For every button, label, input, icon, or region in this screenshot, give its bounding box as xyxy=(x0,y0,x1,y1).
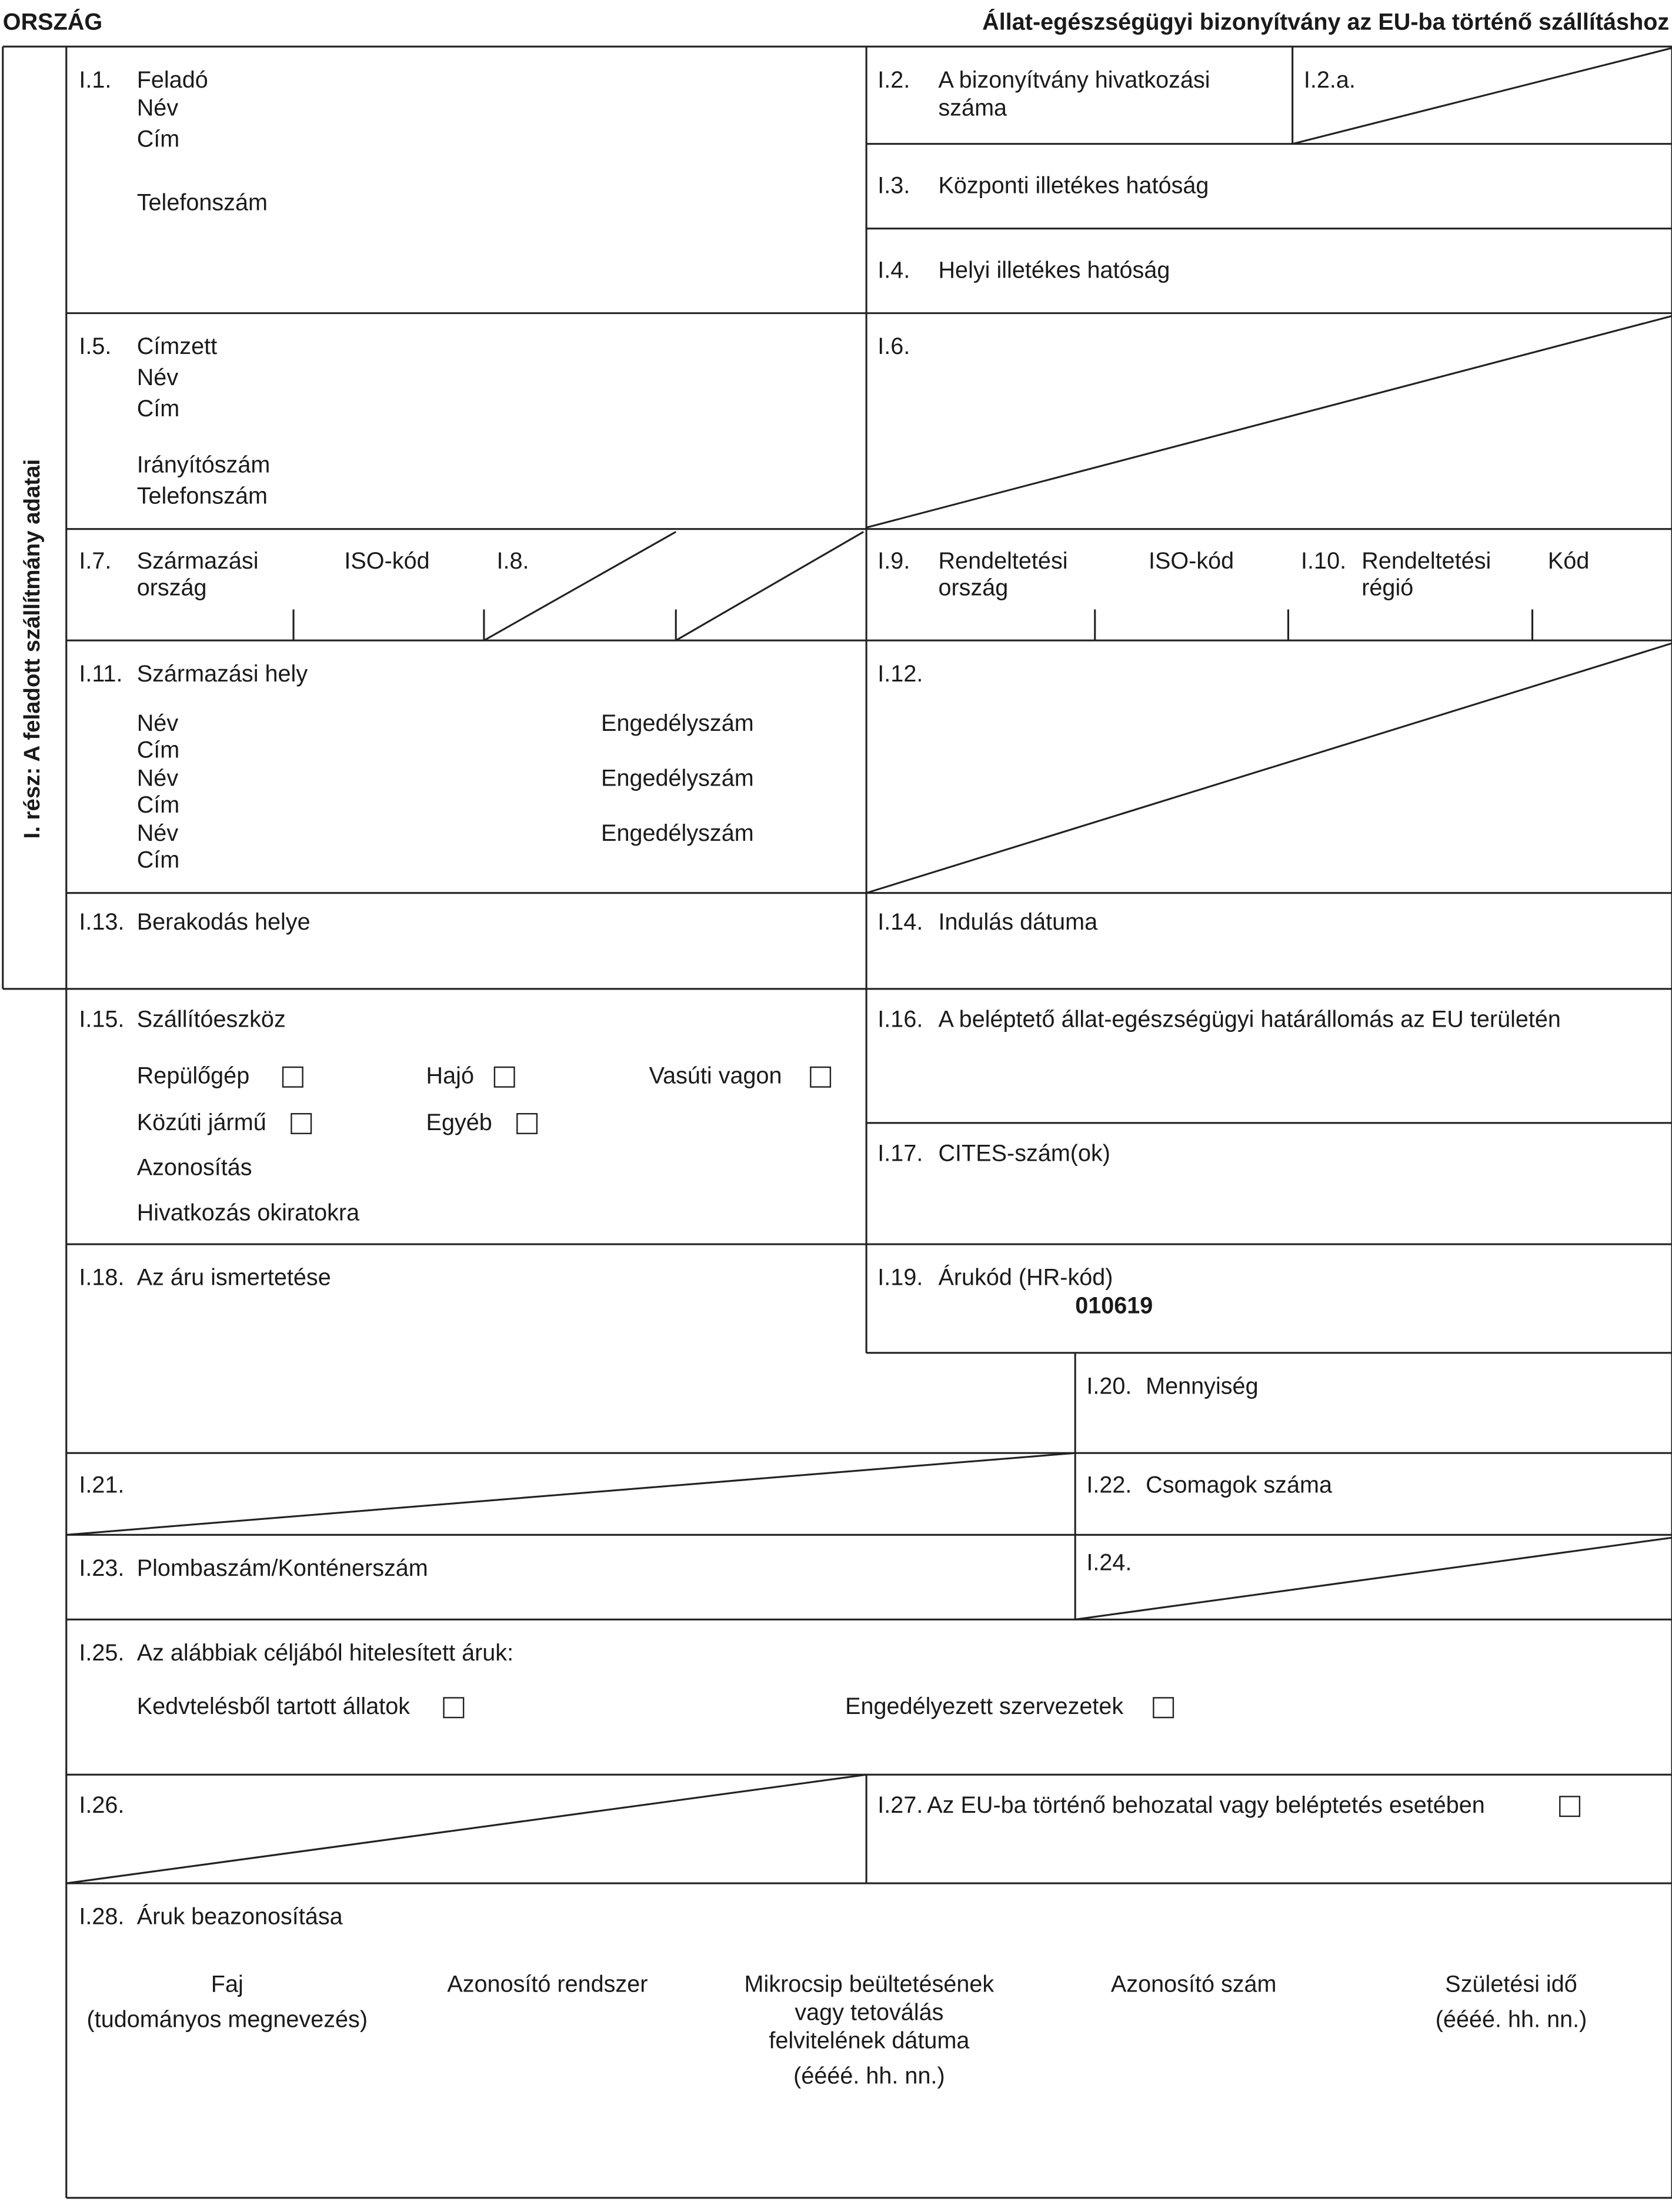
railway-wagon-checkbox[interactable] xyxy=(810,1067,831,1088)
road-vehicle-label: Közúti jármű xyxy=(136,1110,266,1136)
consignor-address-field[interactable]: Cím xyxy=(136,126,180,153)
origin-name-field-1[interactable]: Név xyxy=(136,711,179,737)
import-entry-label: Az EU-ba történő behozatal vagy beléptetés esetében xyxy=(927,1793,1485,1819)
origin-country-label-2: ország xyxy=(136,575,207,602)
consignee-address-field[interactable]: Cím xyxy=(136,396,180,422)
box-number-i13: I.13. xyxy=(79,910,125,935)
destination-country-label-2: ország xyxy=(938,575,1009,602)
box-number-i21: I.21. xyxy=(79,1472,125,1498)
implant-date-column-header-3: felvitelének dátuma xyxy=(769,2029,970,2054)
identification-system-column-header: Azonosító rendszer xyxy=(447,1972,648,1998)
date-of-birth-column-header: Születési idő xyxy=(1445,1972,1577,1998)
other-transport-label: Egyéb xyxy=(426,1110,492,1136)
origin-approval-field-2[interactable]: Engedélyszám xyxy=(601,766,754,791)
country-heading: ORSZÁG xyxy=(2,9,103,35)
implant-date-format: (éééé. hh. nn.) xyxy=(793,2064,945,2090)
destination-region-label-2: régió xyxy=(1361,575,1414,602)
identification-number-column-header: Azonosító szám xyxy=(1110,1972,1277,1998)
documentary-references-field[interactable]: Hivatkozás okiratokra xyxy=(136,1200,360,1226)
origin-country-label: Származási xyxy=(136,549,259,574)
commodity-description-field[interactable]: Az áru ismertetése xyxy=(136,1265,331,1291)
aeroplane-checkbox[interactable] xyxy=(282,1067,303,1088)
box-number-i22: I.22. xyxy=(1086,1472,1132,1498)
origin-approval-field-1[interactable]: Engedélyszám xyxy=(601,711,754,737)
origin-name-field-3[interactable]: Név xyxy=(136,821,179,847)
origin-name-field-2[interactable]: Név xyxy=(136,766,179,791)
species-column-subheader: (tudományos megnevezés) xyxy=(86,2007,368,2033)
railway-wagon-label: Vasúti vagon xyxy=(649,1063,782,1090)
identification-field[interactable]: Azonosítás xyxy=(136,1155,252,1181)
date-of-birth-format: (éééé. hh. nn.) xyxy=(1435,2007,1587,2033)
region-code-label: Kód xyxy=(1547,549,1590,574)
box-number-i27: I.27. xyxy=(877,1793,923,1819)
box-number-i11: I.11. xyxy=(79,661,123,687)
transport-means-label: Szállítóeszköz xyxy=(136,1007,286,1033)
ship-checkbox[interactable] xyxy=(494,1067,515,1088)
consignee-postcode-field[interactable]: Irányítószám xyxy=(136,453,271,479)
box-number-i3: I.3. xyxy=(877,173,910,199)
box-number-i12: I.12. xyxy=(877,661,923,687)
box-number-i20: I.20. xyxy=(1086,1374,1132,1400)
consignor-phone-field[interactable]: Telefonszám xyxy=(136,190,268,216)
box-number-i7: I.7. xyxy=(79,549,112,574)
box-number-i16: I.16. xyxy=(877,1007,923,1033)
box-number-i8: I.8. xyxy=(496,549,529,574)
origin-address-field-2[interactable]: Cím xyxy=(136,793,180,818)
other-transport-checkbox[interactable] xyxy=(516,1113,538,1134)
part-one-side-label: I. rész: A feladott szállítmány adatai xyxy=(21,459,45,839)
approved-bodies-checkbox[interactable] xyxy=(1153,1697,1174,1718)
loading-place-field[interactable]: Berakodás helye xyxy=(136,910,311,935)
consignor-name-field[interactable]: Név xyxy=(136,96,179,122)
quantity-field[interactable]: Mennyiség xyxy=(1146,1374,1259,1400)
box-number-i18: I.18. xyxy=(79,1265,125,1291)
box-number-i5: I.5. xyxy=(79,334,112,360)
departure-date-field[interactable]: Indulás dátuma xyxy=(938,910,1098,935)
cites-numbers-field[interactable]: CITES-szám(ok) xyxy=(938,1141,1110,1167)
approved-bodies-label: Engedélyezett szervezetek xyxy=(845,1694,1124,1720)
box-number-i24: I.24. xyxy=(1086,1550,1132,1576)
origin-approval-field-3[interactable]: Engedélyszám xyxy=(601,821,754,847)
destination-country-label: Rendeltetési xyxy=(938,549,1068,574)
box-number-i6: I.6. xyxy=(877,334,910,360)
box-number-i4: I.4. xyxy=(877,258,910,284)
box-number-i23: I.23. xyxy=(79,1556,125,1582)
destination-iso-code-label: ISO-kód xyxy=(1148,549,1234,574)
entry-bip-field[interactable]: A beléptető állat-egészségügyi határállomás az EU területén xyxy=(938,1007,1561,1033)
identification-of-commodities-label: Áruk beazonosítása xyxy=(136,1904,343,1930)
seal-container-number-field[interactable]: Plombaszám/Konténerszám xyxy=(136,1556,428,1582)
road-vehicle-checkbox[interactable] xyxy=(291,1113,312,1134)
aeroplane-label: Repülőgép xyxy=(136,1063,250,1090)
local-authority-field[interactable]: Helyi illetékes hatóság xyxy=(938,258,1170,284)
consignor-label: Feladó xyxy=(136,68,208,93)
central-authority-field[interactable]: Központi illetékes hatóság xyxy=(938,173,1209,199)
box-number-i15: I.15. xyxy=(79,1007,125,1033)
box-number-i25: I.25. xyxy=(79,1640,125,1666)
box-number-i14: I.14. xyxy=(877,910,923,935)
origin-iso-code-label: ISO-kód xyxy=(344,549,430,574)
box-number-i2a: I.2.a. xyxy=(1303,68,1356,93)
origin-address-field-3[interactable]: Cím xyxy=(136,847,180,874)
implant-date-column-header-2: vagy tetoválás xyxy=(795,2000,944,2026)
number-of-packages-field[interactable]: Csomagok száma xyxy=(1146,1472,1332,1498)
box-number-i28: I.28. xyxy=(79,1904,125,1930)
certificate-reference-label-2: száma xyxy=(938,96,1007,122)
certificate-reference-label: A bizonyítvány hivatkozási xyxy=(938,68,1210,93)
consignee-label: Címzett xyxy=(136,334,218,360)
destination-region-label: Rendeltetési xyxy=(1361,549,1491,574)
consignee-name-field[interactable]: Név xyxy=(136,365,179,391)
commodity-code-value: 010619 xyxy=(1075,1294,1153,1319)
box-number-i19: I.19. xyxy=(877,1265,923,1291)
pet-animals-label: Kedvtelésből tartott állatok xyxy=(136,1694,411,1720)
import-entry-checkbox[interactable] xyxy=(1559,1796,1580,1817)
pet-animals-checkbox[interactable] xyxy=(443,1697,464,1718)
implant-date-column-header: Mikrocsip beültetésének xyxy=(744,1972,994,1998)
box-number-i17: I.17. xyxy=(877,1141,923,1167)
certified-for-label: Az alábbiak céljából hitelesített áruk: xyxy=(136,1640,514,1666)
commodity-code-label: Árukód (HR-kód) xyxy=(938,1265,1113,1291)
ship-label: Hajó xyxy=(426,1063,474,1090)
place-of-origin-label: Származási hely xyxy=(136,661,308,687)
box-number-i26: I.26. xyxy=(79,1793,125,1819)
consignee-phone-field[interactable]: Telefonszám xyxy=(136,483,268,510)
box-number-i1: I.1. xyxy=(79,68,112,93)
certificate-title: Állat-egészségügyi bizonyítvány az EU-ba történő szállításhoz xyxy=(982,9,1670,35)
box-number-i2: I.2. xyxy=(877,68,910,93)
species-column-header: Faj xyxy=(211,1972,243,1998)
box-number-i9: I.9. xyxy=(877,549,910,574)
origin-address-field-1[interactable]: Cím xyxy=(136,737,180,763)
box-number-i10: I.10. xyxy=(1301,549,1347,574)
